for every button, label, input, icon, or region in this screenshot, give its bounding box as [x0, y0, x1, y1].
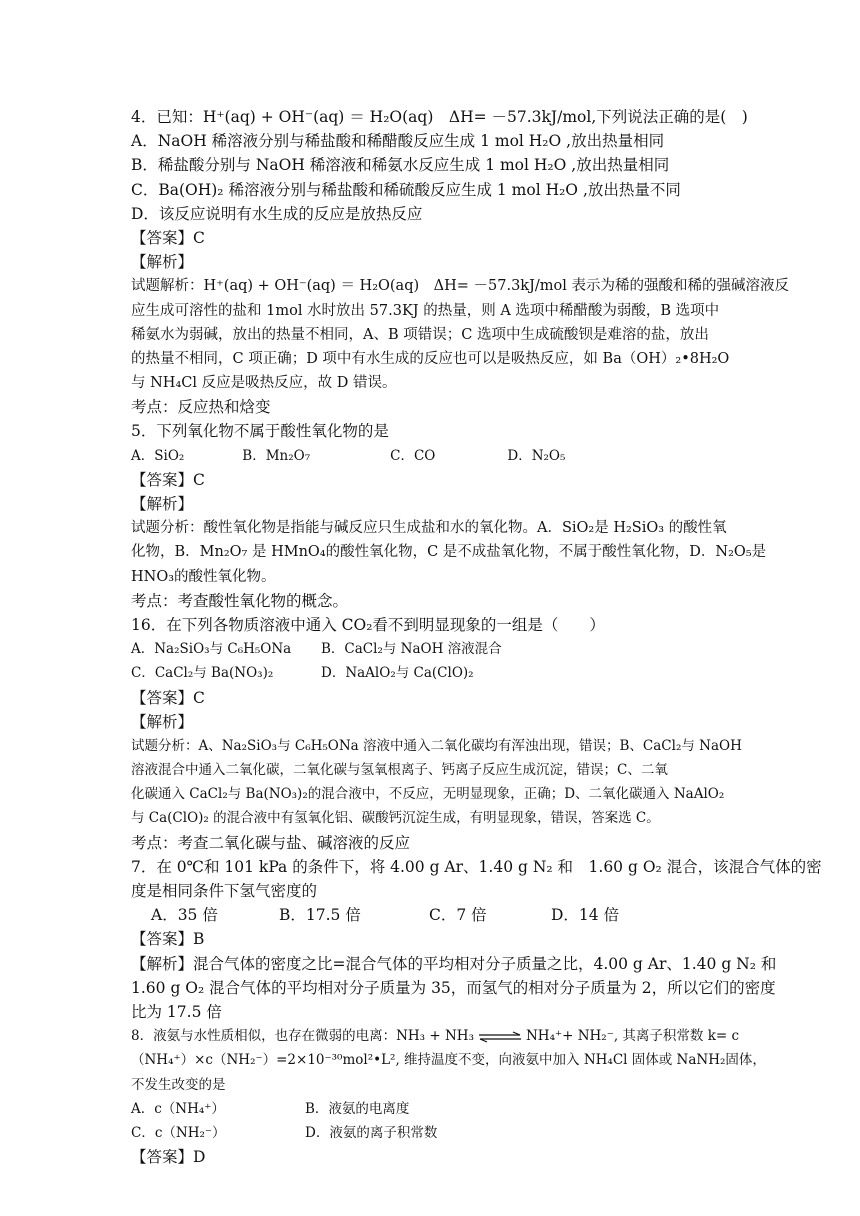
question-4-analysis-line: 的热量不相同，C 项正确；D 项中有水生成的反应也可以是吸热反应，如 Ba（OH）₂•8H₂O	[131, 350, 730, 367]
question-7-analysis-line: 【解析】混合气体的密度之比=混合气体的平均相对分子质量之比，4.00 g Ar、1.40 g N₂ 和	[131, 954, 777, 973]
question-7-option-b: B．17.5 倍	[279, 906, 361, 925]
question-7-option-a: A．35 倍	[151, 906, 218, 925]
question-16-kaodian: 考点：考查二氧化碳与盐、碱溶液的反应	[131, 833, 411, 852]
question-8-options-row-2	[131, 1121, 731, 1145]
question-5-analysis-label: 【解析】	[131, 495, 194, 513]
question-7-option-c: C．7 倍	[429, 906, 487, 925]
question-16-option-c: C．CaCl₂与 Ba(NO₃)₂	[131, 665, 274, 682]
question-7-option-d: D．14 倍	[551, 906, 620, 925]
question-16-stem: 16．在下列各物质溶液中通入 CO₂看不到明显现象的一组是（ ）	[131, 615, 605, 634]
question-8-stem-pre: 8．液氨与水性质相似，也存在微弱的电离：NH₃ + NH₃	[131, 1028, 474, 1045]
question-5-analysis-line: 化物，B．Mn₂O₇ 是 HMnO₄的酸性氧化物，C 是不成盐氧化物，不属于酸性氧化物，D．N₂O₅是	[131, 544, 767, 561]
question-4-option-d: D．该反应说明有水生成的反应是放热反应	[131, 204, 423, 223]
question-7-analysis-line: 1.60 g O₂ 混合气体的平均相对分子质量为 35，而氢气的相对分子质量为 2，所以它们的密度	[131, 978, 776, 997]
question-7-options	[131, 903, 731, 927]
question-7-analysis-line: 比为 17.5 倍	[131, 1002, 222, 1021]
question-8-option-c: C．c（NH₂⁻）	[131, 1124, 226, 1141]
question-5-answer: 【答案】C	[131, 470, 205, 489]
question-5-stem: 5．下列氧化物不属于酸性氧化物的是	[131, 422, 389, 441]
question-8-stem-line-3: 不发生改变的是	[131, 1076, 226, 1093]
question-4-option-b: B．稀盐酸分别与 NaOH 稀溶液和稀氨水反应生成 1 mol H₂O ,放出热量相同	[131, 156, 670, 175]
question-4-analysis-line: 应生成可溶性的盐和 1mol 水时放出 57.3KJ 的热量，则 A 选项中稀醋酸为弱酸，B 选项中	[131, 302, 720, 319]
question-8-stem-line-2: （NH₄⁺）×c（NH₂⁻）=2×10⁻³⁰mol²•L², 维持温度不变，向液氨中加入 NH₄Cl 固体或 NaNH₂固体，	[131, 1052, 766, 1069]
question-16-options-row-1	[131, 637, 731, 661]
question-8-answer: 【答案】D	[131, 1148, 206, 1167]
question-16-analysis-line: 溶液混合中通入二氧化碳，二氧化碳与氢氧根离子、钙离子反应生成沉淀，错误；C、二氧	[131, 762, 668, 779]
question-8-options-row-1	[131, 1097, 731, 1121]
question-4-analysis-line: 试题解析：H⁺(aq) + OH⁻(aq) ＝ H₂O(aq) ΔH= －57.3kJ/mol 表示为稀的强酸和稀的强碱溶液反	[131, 278, 790, 295]
question-16-analysis-line: 化碳通入 CaCl₂与 Ba(NO₃)₂的混合液中，不反应，无明显现象，正确；D、二氧化碳通入 NaAlO₂	[131, 786, 725, 803]
question-4-stem: 4．已知：H⁺(aq) + OH⁻(aq) ＝ H₂O(aq) ΔH= －57.3kJ/mol,下列说法正确的是( )	[131, 108, 748, 126]
question-5-option-d: D．N₂O₅	[507, 447, 566, 464]
question-8-stem-post: NH₄⁺+ NH₂⁻, 其离子积常数 k= c	[525, 1028, 740, 1045]
question-7-answer: 【答案】B	[131, 930, 205, 949]
question-16-option-d: D．NaAlO₂与 Ca(ClO)₂	[321, 665, 474, 682]
question-5-option-b: B．Mn₂O₇	[242, 447, 311, 464]
question-4-kaodian: 考点：反应热和焓变	[131, 398, 271, 417]
question-5-analysis-line: 试题分析：酸性氧化物是指能与碱反应只生成盐和水的氧化物。A．SiO₂是 H₂SiO₃ 的酸性氧	[131, 520, 727, 537]
question-4-answer: 【答案】C	[131, 228, 205, 247]
question-7-stem-line: 度是相同条件下氢气密度的	[131, 882, 318, 900]
question-16-analysis-line: 与 Ca(ClO)₂ 的混合液中有氢氧化铝、碳酸钙沉淀生成，有明显现象，错误，答案选 C。	[131, 810, 660, 827]
question-16-option-a: A．Na₂SiO₃与 C₆H₅ONa	[131, 641, 292, 658]
question-16-answer: 【答案】C	[131, 688, 205, 707]
question-5-option-c: C．CO	[390, 447, 436, 464]
question-16-analysis-line: 试题分析：A、Na₂SiO₃与 C₆H₅ONa 溶液中通入二氧化碳均有浑浊出现，错误；B、CaCl₂与 NaOH	[131, 737, 742, 754]
question-16-option-b: B．CaCl₂与 NaOH 溶液混合	[321, 641, 502, 658]
question-5-kaodian: 考点：考查酸性氧化物的概念。	[131, 591, 349, 610]
question-5-analysis-line: HNO₃的酸性氧化物。	[131, 568, 276, 585]
question-16-analysis-label: 【解析】	[131, 712, 194, 731]
question-4-analysis-line: 稀氨水为弱碱，放出的热量不相同，A、B 项错误；C 选项中生成硫酸钡是难溶的盐，放出	[131, 326, 709, 343]
document-content	[131, 105, 822, 1169]
question-4-analysis-label: 【解析】	[131, 253, 194, 272]
question-4-option-c: C．Ba(OH)₂ 稀溶液分别与稀盐酸和稀硫酸反应生成 1 mol H₂O ,放出热量不同	[131, 180, 681, 199]
question-8-option-a: A．c（NH₄⁺）	[131, 1100, 225, 1117]
question-4-option-a: A．NaOH 稀溶液分别与稀盐酸和稀醋酸反应生成 1 mol H₂O ,放出热量相同	[131, 132, 665, 151]
question-4-analysis-line: 与 NH₄Cl 反应是吸热反应，故 D 错误。	[131, 375, 397, 392]
question-5-options	[131, 444, 731, 468]
question-5-option-a: A．SiO₂	[131, 447, 185, 464]
question-8-option-b: B．液氨的电离度	[305, 1100, 410, 1117]
equilibrium-arrow-icon	[478, 1031, 522, 1043]
question-8-stem-line-1	[131, 1024, 740, 1048]
question-16-options-row-2	[131, 661, 731, 685]
question-8-option-d: D．液氨的离子积常数	[305, 1124, 438, 1141]
question-7-stem-line: 7．在 0℃和 101 kPa 的条件下，将 4.00 g Ar、1.40 g N₂ 和 1.60 g O₂ 混合，该混合气体的密	[131, 857, 822, 876]
